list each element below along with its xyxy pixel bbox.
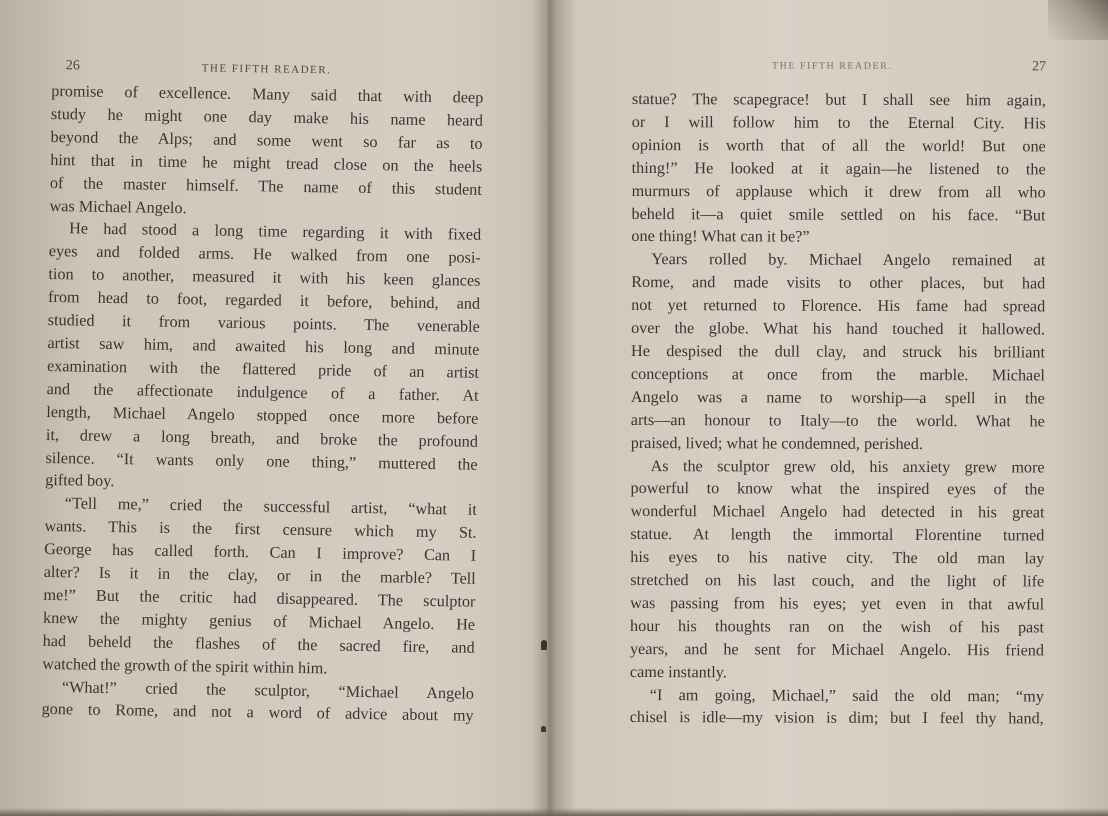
text-line: Years rolled by. Michael Angelo remained at [651,250,1046,270]
text-line: statue? The scapegrace! but I shall see him again, [631,89,1046,110]
text-line: length, Michael Angelo stopped once more before [46,402,479,428]
text-line: watched the growth of the spirit within him. [42,654,328,678]
text-line: gifted boy. [45,471,115,491]
text-line: came instantly. [629,662,727,681]
text-line: conceptions at once from the marble. Michael [630,364,1045,385]
text-line: hour his thoughts ran on the wish of his past [630,616,1045,637]
text-line: beyond the Alps; and some went so far as to [50,127,483,153]
text-line: Rome, and made visits to other places, but had [631,273,1046,293]
text-line: As the sculptor grew old, his anxiety grew more [650,456,1045,476]
text-line: chisel is idle—my vision is dim; but I feel thy hand, [629,708,1044,728]
text-line: thing!” He looked at it again—he listened to the [631,158,1046,179]
text-line: study he might one day make his name heard [50,104,484,130]
right-page-text [630,88,1046,731]
left-page [41,50,483,728]
text-line: powerful to know what the inspired eyes of the [630,479,1045,499]
text-line: was passing from his eyes; yet even in that awful [630,593,1045,614]
text-line: from head to foot, regarded it before, behind, and [47,288,481,313]
text-line: statue. At length the immortal Florentine turned [630,525,1045,545]
text-line: examination with the flattered pride of an artist [46,356,480,382]
text-line: gone to Rome, and not a word of advice about my [41,700,474,726]
text-line: had beheld the flashes of the sacred fire, and [42,631,475,657]
text-line: was Michael Angelo. [49,196,187,217]
text-line: murmurs of applause which it drew from all who [631,181,1046,202]
text-line: studied it from various points. The venerable [47,311,480,336]
text-line: “I am going, Michael,” said the old man; “my [649,685,1044,706]
text-line: Angelo was a name to worship—a spell in the [630,387,1045,408]
text-line: He despised the dull clay, and struck his brilliant [630,341,1046,362]
right-page-header [632,60,1046,89]
text-line: George has called forth. Can I improve? Can I [44,540,477,565]
text-line: one thing! What can it be?” [631,227,810,247]
text-line: not yet returned to Florence. His fame had spread [631,296,1046,316]
left-page-text [41,80,483,728]
text-line: arts—an honour to Italy—to the world. What he [630,410,1045,431]
text-line: praised, lived; what he condemned, perished. [630,433,923,453]
text-line: his eyes to his native city. The old man lay [630,548,1045,568]
right-page [629,59,1047,731]
text-line: or I will follow him to the Eternal City. His [631,112,1046,133]
text-line: and the affectionate indulgence of a father. At [46,379,479,405]
left-page-number: 26 [65,58,80,74]
text-line: wants. This is the first censure which my St. [44,517,477,542]
text-line: hint that in time he might tread close on the heels [50,150,483,176]
text-line: artist saw him, and awaited his long and minute [47,333,480,359]
text-line: promise of excellence. Many said that with deep [51,81,484,107]
text-line: “Tell me,” cried the successful artist, “what it [64,494,477,520]
text-line: tion to another, measured it with his keen glances [48,265,481,291]
text-line: eyes and folded arms. He walked from one posi- [48,242,481,268]
text-line: beheld it—a quiet smile settled on his face. “But [631,204,1046,224]
text-line: me!” But the critic had disappeared. The sculptor [43,585,476,611]
left-running-head: THE FIFTH READER. [201,62,332,77]
text-line: He had stood a long time regarding it with fixed [69,219,482,245]
gutter-speck-lower [541,726,546,732]
text-line: years, and he sent for Michael Angelo. His friend [629,639,1045,660]
text-line: it, drew a long breath, and broke the profound [45,425,479,451]
text-line: silence. “It wants only one thing,” muttered the [45,448,478,474]
text-line: of the master himself. The name of this student [49,173,483,199]
text-line: alter? Is it in the clay, or in the marble? Tell [43,562,476,588]
text-line: knew the mighty genius of Michael Angelo. He [42,608,476,634]
gutter-speck [541,640,547,650]
text-line: opinion is worth that of all the world! But one [631,135,1046,156]
right-page-number: 27 [1031,59,1047,75]
text-line: “What!” cried the sculptor, “Michael Angelo [61,677,475,703]
text-line: stretched on his last couch, and the light of life [630,571,1045,591]
right-running-head: THE FIFTH READER. [772,60,893,72]
page-corner-shadow [1048,0,1108,40]
text-line: wonderful Michael Angelo had detected in his great [630,502,1045,522]
text-line: over the globe. What his hand touched it hallowed. [631,319,1046,339]
book-bottom-edge [0,808,1108,816]
